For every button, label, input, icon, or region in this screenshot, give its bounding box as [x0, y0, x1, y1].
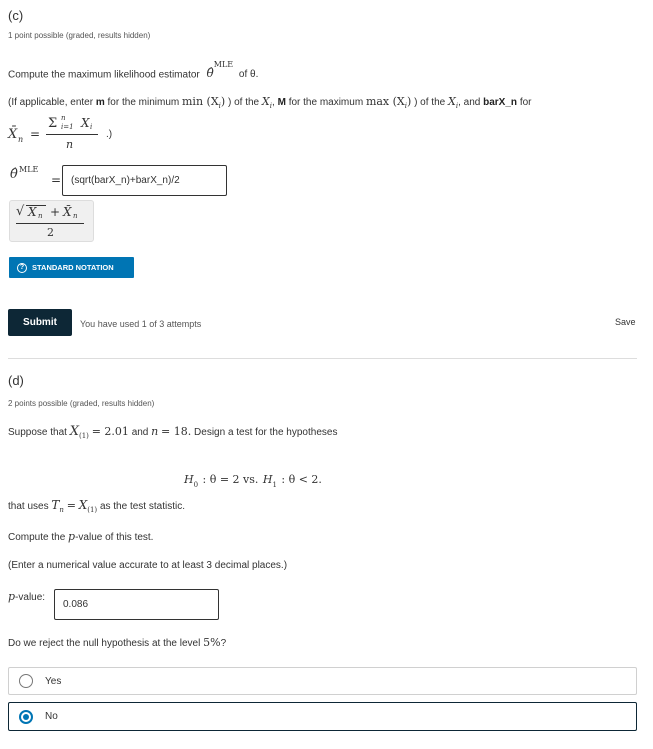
save-button[interactable]: Save — [615, 317, 636, 327]
section-divider — [8, 358, 637, 359]
mle-answer-input[interactable] — [62, 165, 227, 196]
precision-note: (Enter a numerical value accurate to at least 3 decimal places.) — [8, 560, 288, 571]
radio-yes[interactable] — [19, 674, 33, 688]
attempts-text: You have used 1 of 3 attempts — [80, 319, 202, 329]
test-statistic-text: that uses $T_n = X_{(1)}$ as the test statistic. — [8, 498, 185, 514]
sample-mean-definition: X̄ n = Σ n i=1 X i n .) — [8, 114, 113, 151]
part-d-question: Suppose that $X_{(1)} = 2.01$ and n = 18. Design a test for the hypotheses — [8, 424, 338, 440]
standard-notation-button[interactable]: ? STANDARD NOTATION — [9, 257, 134, 278]
submit-button[interactable]: Submit — [8, 309, 72, 336]
pvalue-value: 0.086 — [63, 599, 89, 610]
hypotheses: $H_0$ : θ = 2 vs. $H_1$ : θ < 2. — [184, 473, 322, 490]
pvalue-label: p-value: — [8, 590, 46, 603]
radio-no[interactable] — [19, 710, 33, 724]
math-preview: √ X̄ n + X̄ n 2 — [9, 200, 94, 242]
compute-pvalue-text: Compute the p-value of this test. — [8, 530, 154, 543]
part-c-heading: (c) — [8, 8, 24, 23]
choice-no[interactable]: No — [8, 702, 637, 731]
part-c-prompt: Compute the maximum likelihood estimator θ̂$^{MLE}$ of θ. — [8, 60, 259, 81]
answer-lhs: θ̂ MLE = — [10, 165, 62, 187]
pvalue-input[interactable] — [54, 589, 219, 620]
part-c-points: 1 point possible (graded, results hidden) — [8, 31, 151, 40]
part-d-points: 2 points possible (graded, results hidden) — [8, 399, 155, 408]
reject-question: Do we reject the null hypothesis at the level 5%? — [8, 636, 227, 649]
mle-answer-value: (sqrt(barX_n)+barX_n)/2 — [71, 175, 180, 186]
choice-yes[interactable]: Yes — [8, 667, 637, 695]
part-d-heading: (d) — [8, 373, 24, 388]
part-c-instruction: (If applicable, enter m for the minimum $\min (X_i)$ ) of the $X_i$, M for the maximum $\max (X_i)$ ) of the $X_i$, and barX_n for — [8, 95, 532, 110]
help-icon: ? — [17, 263, 27, 273]
